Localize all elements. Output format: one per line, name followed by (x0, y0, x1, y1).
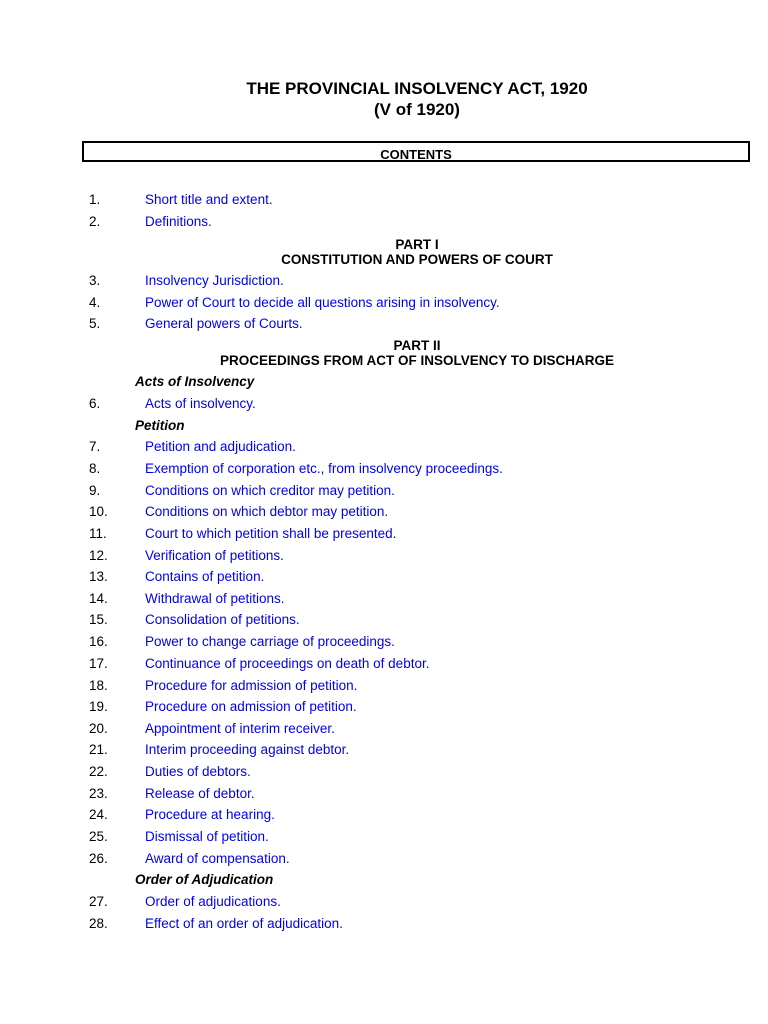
toc-link[interactable]: Withdrawal of petitions. (145, 591, 285, 606)
toc-number: 6. (89, 396, 101, 411)
toc-link[interactable]: Conditions on which debtor may petition. (145, 504, 389, 519)
toc-number: 7. (89, 439, 101, 454)
toc-item (0, 568, 768, 586)
toc-item (0, 547, 768, 565)
toc-item (0, 763, 768, 781)
toc-item (0, 655, 768, 673)
toc-number: 17. (89, 656, 108, 671)
toc-link[interactable]: Petition and adjudication. (145, 439, 296, 454)
toc-number: 4. (89, 295, 101, 310)
toc-item (0, 590, 768, 608)
toc-number: 22. (89, 764, 108, 779)
toc-link[interactable]: Contains of petition. (145, 569, 265, 584)
toc-number: 25. (89, 829, 108, 844)
toc-number: 8. (89, 461, 101, 476)
toc-item (0, 294, 768, 312)
toc-link[interactable]: Award of compensation. (145, 851, 290, 866)
toc-link[interactable]: Power of Court to decide all questions arising in insolvency. (145, 295, 500, 310)
part-label: PART I (395, 237, 439, 252)
toc-number: 16. (89, 634, 108, 649)
toc-link[interactable]: Exemption of corporation etc., from insolvency proceedings. (145, 461, 503, 476)
toc-item (0, 525, 768, 543)
toc-link[interactable]: Short title and extent. (145, 192, 273, 207)
toc-item (0, 677, 768, 695)
contents-header: CONTENTS (82, 141, 750, 162)
toc-link[interactable]: Procedure for admission of petition. (145, 678, 358, 693)
toc-link[interactable]: Interim proceeding against debtor. (145, 742, 350, 757)
toc-number: 3. (89, 273, 101, 288)
toc-number: 10. (89, 504, 108, 519)
toc-item (0, 785, 768, 803)
toc-link[interactable]: Effect of an order of adjudication. (145, 916, 343, 931)
toc-link[interactable]: Dismissal of petition. (145, 829, 269, 844)
toc-link[interactable]: Procedure at hearing. (145, 807, 275, 822)
toc-number: 14. (89, 591, 108, 606)
toc-item (0, 720, 768, 738)
toc-number: 19. (89, 699, 108, 714)
toc-item (0, 611, 768, 629)
subheading: Petition (135, 418, 185, 433)
toc-number: 15. (89, 612, 108, 627)
toc-item (0, 460, 768, 478)
toc-item (0, 213, 768, 231)
toc-number: 12. (89, 548, 108, 563)
toc-item (0, 395, 768, 413)
toc-link[interactable]: Appointment of interim receiver. (145, 721, 335, 736)
subheading: Order of Adjudication (135, 872, 274, 887)
part-heading: CONSTITUTION AND POWERS OF COURT (281, 252, 553, 267)
subheading: Acts of Insolvency (135, 374, 255, 389)
toc-item (0, 698, 768, 716)
toc-number: 2. (89, 214, 101, 229)
toc-item (0, 315, 768, 333)
toc-item (0, 915, 768, 933)
toc-number: 23. (89, 786, 108, 801)
toc-item (0, 633, 768, 651)
toc-link[interactable]: Continuance of proceedings on death of debtor. (145, 656, 430, 671)
part-label: PART II (393, 338, 441, 353)
toc-link[interactable]: Procedure on admission of petition. (145, 699, 357, 714)
toc-link[interactable]: Acts of insolvency. (145, 396, 256, 411)
toc-item (0, 806, 768, 824)
toc-link[interactable]: Insolvency Jurisdiction. (145, 273, 284, 288)
toc-item (0, 272, 768, 290)
toc-number: 20. (89, 721, 108, 736)
toc-item (0, 191, 768, 209)
toc-link[interactable]: Consolidation of petitions. (145, 612, 300, 627)
toc-number: 13. (89, 569, 108, 584)
part-heading: PROCEEDINGS FROM ACT OF INSOLVENCY TO DISCHARGE (219, 353, 615, 368)
toc-link[interactable]: Definitions. (145, 214, 212, 229)
toc-link[interactable]: Power to change carriage of proceedings. (145, 634, 395, 649)
toc-link[interactable]: Release of debtor. (145, 786, 255, 801)
toc-link[interactable]: Verification of petitions. (145, 548, 284, 563)
toc-item (0, 741, 768, 759)
toc-link[interactable]: Conditions on which creditor may petition. (145, 483, 395, 498)
toc-item (0, 503, 768, 521)
toc-number: 11. (89, 526, 107, 541)
toc-number: 28. (89, 916, 108, 931)
toc-number: 1. (89, 192, 101, 207)
toc-link[interactable]: Order of adjudications. (145, 894, 281, 909)
toc-link[interactable]: Court to which petition shall be presented. (145, 526, 397, 541)
toc-number: 21. (89, 742, 108, 757)
toc-number: 27. (89, 894, 108, 909)
toc-number: 9. (89, 483, 101, 498)
toc-number: 5. (89, 316, 101, 331)
toc-item (0, 438, 768, 456)
toc-number: 26. (89, 851, 108, 866)
toc-item (0, 850, 768, 868)
toc-item (0, 828, 768, 846)
toc-link[interactable]: General powers of Courts. (145, 316, 303, 331)
toc-link[interactable]: Duties of debtors. (145, 764, 251, 779)
toc-item (0, 482, 768, 500)
document-title: THE PROVINCIAL INSOLVENCY ACT, 1920 (246, 79, 588, 98)
toc-number: 18. (89, 678, 108, 693)
document-subtitle: (V of 1920) (374, 100, 460, 119)
toc-number: 24. (89, 807, 108, 822)
toc-item (0, 893, 768, 911)
